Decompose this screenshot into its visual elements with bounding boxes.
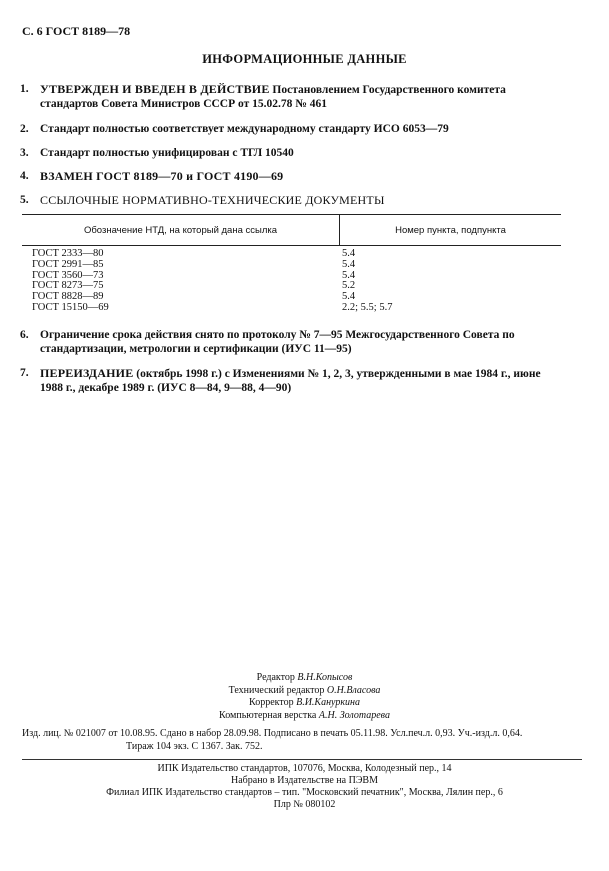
document-cell: ГОСТ 15150—69 <box>32 301 109 313</box>
info-item-2 <box>20 122 560 136</box>
column-header-document: Обозначение НТД, на который дана ссылка <box>22 215 340 245</box>
document-cell: ГОСТ 8273—75 <box>32 280 104 292</box>
table-body <box>22 246 561 314</box>
item-text: (октябрь 1998 г.) с Изменениями № 1, 2, 3, утвержденными в мае 1984 г., июне 1988 г., декабре 1989 г. (ИУС 8—84, 9—88, 4—90) <box>40 368 541 394</box>
credit-layout <box>0 710 609 723</box>
imprint-line: Филиал ИПК Издательство стандартов – тип. "Московский печатник", Москва, Лялин пер., 6 <box>106 787 503 798</box>
clause-cell: 5.4 <box>342 269 356 281</box>
item-number: 6. <box>20 329 29 341</box>
item-lead: УТВЕРЖДЕН И ВВЕДЕН В ДЕЙСТВИЕ <box>40 82 270 96</box>
publishing-line-2: Тираж 104 экз. С 1367. Зак. 752. <box>126 741 263 752</box>
table-row <box>22 260 561 271</box>
info-item-1 <box>20 82 560 111</box>
credit-name: В.Н.Копысов <box>297 672 353 683</box>
imprint-line: ИПК Издательство стандартов, 107076, Москва, Колодезный пер., 14 <box>157 763 452 774</box>
item-number: 1. <box>20 83 29 95</box>
document-cell: ГОСТ 8828—89 <box>32 291 104 303</box>
item-body <box>40 366 560 395</box>
credit-name: А.Н. Золотарева <box>318 709 390 721</box>
item-body <box>40 82 560 111</box>
table-row <box>22 303 561 314</box>
credit-role: Компьютерная верстка <box>219 709 319 721</box>
item-text: Стандарт полностью унифицирован с ТГЛ 10540 <box>40 147 294 159</box>
editorial-credits <box>0 672 609 722</box>
reference-documents-table <box>22 214 561 314</box>
publishing-info <box>22 727 582 753</box>
item-text: Стандарт полностью соответствует международному стандарту ИСО 6053—79 <box>40 123 449 135</box>
info-item-7 <box>20 366 560 395</box>
item-number: 5. <box>20 194 29 206</box>
document-cell: ГОСТ 3560—73 <box>32 269 104 281</box>
item-number: 3. <box>20 147 29 159</box>
item-lead: ПЕРЕИЗДАНИЕ <box>40 366 134 380</box>
item-text: ВЗАМЕН ГОСТ 8189—70 и ГОСТ 4190—69 <box>40 169 284 183</box>
item-text: ССЫЛОЧНЫЕ НОРМАТИВНО-ТЕХНИЧЕСКИЕ ДОКУМЕНТЫ <box>40 193 385 207</box>
imprint <box>0 763 609 811</box>
credit-role: Редактор <box>256 672 298 683</box>
clause-cell: 5.4 <box>342 291 356 303</box>
info-item-6 <box>20 328 560 356</box>
page-title: ИНФОРМАЦИОННЫЕ ДАННЫЕ <box>202 52 407 66</box>
item-text: Ограничение срока действия снято по протоколу № 7—95 Межгосударственного Совета по стандартизации, метрологии и сертификации (ИУС 11—95) <box>40 329 515 355</box>
info-item-4 <box>20 169 560 183</box>
clause-cell: 5.4 <box>342 248 356 259</box>
credit-role: Корректор <box>249 697 297 709</box>
info-item-3 <box>20 146 560 160</box>
clause-cell: 2.2; 5.5; 5.7 <box>342 301 393 313</box>
column-header-clause: Номер пункта, подпункта <box>395 224 506 236</box>
item-number: 4. <box>20 170 29 182</box>
credit-tech-editor <box>0 685 609 698</box>
imprint-line: Плр № 080102 <box>273 799 336 810</box>
document-cell: ГОСТ 2333—80 <box>32 248 104 259</box>
page-header: С. 6 ГОСТ 8189—78 <box>22 24 131 38</box>
credit-proofreader <box>0 697 609 710</box>
imprint-line: Набрано в Издательстве на ПЭВМ <box>231 775 378 786</box>
info-item-5 <box>20 193 560 207</box>
clause-cell: 5.4 <box>342 258 356 270</box>
table-header <box>22 215 561 246</box>
credit-name: О.Н.Власова <box>326 684 381 696</box>
divider <box>22 759 582 760</box>
credit-name: В.И.Кануркина <box>296 697 360 709</box>
credit-editor <box>0 672 609 685</box>
document-cell: ГОСТ 2991—85 <box>32 258 104 270</box>
clause-cell: 5.2 <box>342 280 356 292</box>
credit-role: Технический редактор <box>228 684 327 696</box>
item-text: Постановлением Государственного комитета стандартов Совета Министров СССР от 15.02.78 № 461 <box>40 84 506 110</box>
item-number: 7. <box>20 367 29 379</box>
publishing-line-1: Изд. лиц. № 021007 от 10.08.95. Сдано в набор 28.09.98. Подписано в печать 05.11.98. Усл.печ.л. 0,93. Уч.-изд.л. 0,64. <box>22 728 523 739</box>
item-number: 2. <box>20 123 29 135</box>
